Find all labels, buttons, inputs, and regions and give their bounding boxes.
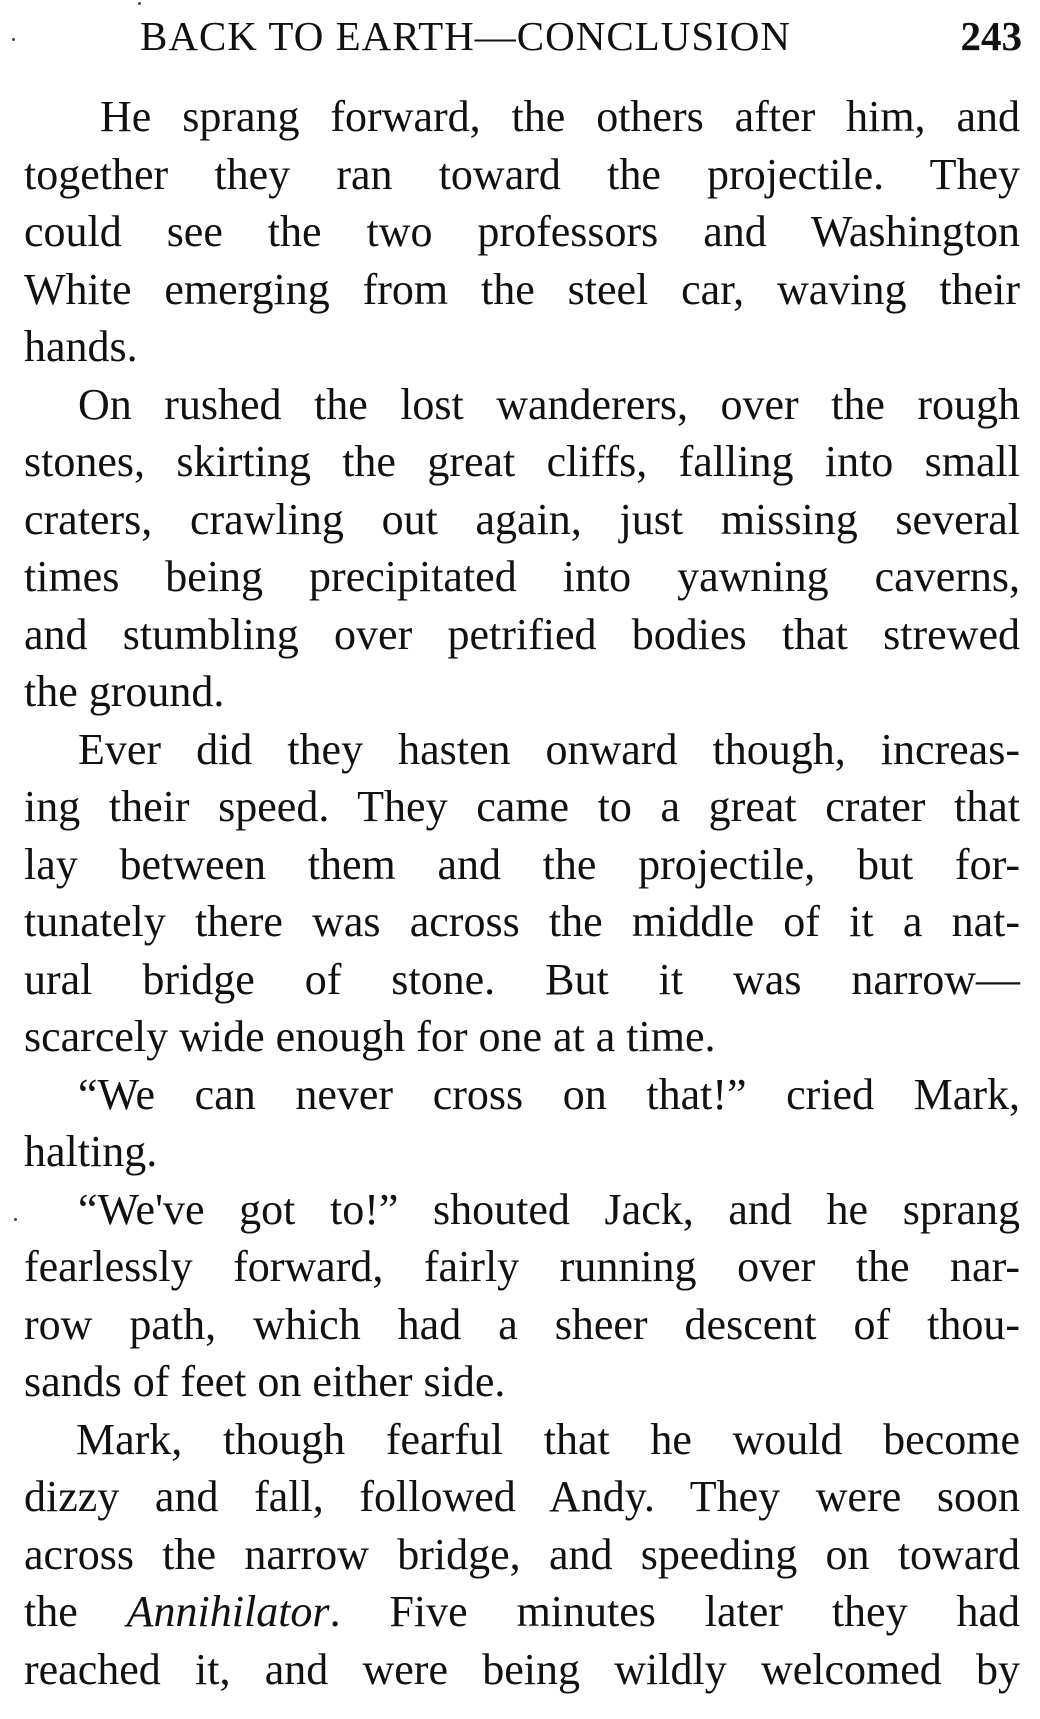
- text-line: On rushed the lost wanderers, over the rough: [78, 379, 1020, 429]
- running-title: BACK TO EARTH—CONCLUSION: [140, 13, 792, 59]
- print-speck: [12, 38, 15, 41]
- text-line: fearlessly forward, fairly running over the nar-: [24, 1242, 1020, 1291]
- print-speck: [138, 2, 141, 5]
- page-number: 243: [960, 13, 1022, 59]
- text-line: lay between them and the projectile, but for-: [24, 839, 1020, 889]
- text-line: and stumbling over petrified bodies that strewed: [24, 609, 1020, 659]
- text-line: together they ran toward the projectile. They: [24, 149, 1020, 199]
- text-line: ural bridge of stone. But it was narrow—: [24, 954, 1020, 1004]
- text-line: across the narrow bridge, and speeding on toward: [24, 1529, 1020, 1579]
- text-line-with-ship-name: [24, 1583, 1020, 1641]
- text-line: times being precipitated into yawning caverns,: [24, 552, 1020, 601]
- body-text: [24, 88, 1020, 1698]
- paragraph-4: [24, 1066, 1020, 1181]
- text-line: dizzy and fall, followed Andy. They were soon: [24, 1472, 1020, 1521]
- text-line: stones, skirting the great cliffs, falling into small: [24, 437, 1020, 486]
- text-line: ing their speed. They came to a great crater that: [24, 782, 1020, 831]
- text-line: hands.: [24, 322, 138, 371]
- line-fragment: . Five minutes later they had: [329, 1587, 1020, 1636]
- text-line: could see the two professors and Washington: [24, 207, 1020, 256]
- text-line: tunately there was across the middle of it a nat-: [24, 897, 1020, 946]
- text-line: “We've got to!” shouted Jack, and he sprang: [78, 1184, 1020, 1234]
- paragraph-1: [24, 88, 1020, 376]
- text-line: He sprang forward, the others after him, and: [100, 92, 1020, 141]
- text-line: halting.: [24, 1127, 158, 1176]
- text-line: Mark, though fearful that he would become: [76, 1414, 1020, 1464]
- text-line: row path, which had a sheer descent of thou-: [24, 1299, 1020, 1349]
- text-line: reached it, and were being wildly welcomed by: [24, 1644, 1020, 1694]
- print-speck: [14, 1218, 17, 1221]
- text-line: sands of feet on either side.: [24, 1357, 506, 1406]
- paragraph-2: [24, 376, 1020, 721]
- line-fragment: the: [24, 1587, 127, 1636]
- paragraph-5: [24, 1181, 1020, 1411]
- text-line: craters, crawling out again, just missing several: [24, 494, 1020, 544]
- paragraph-3: [24, 721, 1020, 1066]
- text-line: Ever did they hasten onward though, increas-: [78, 724, 1020, 774]
- text-line: “We can never cross on that!” cried Mark,: [78, 1069, 1020, 1119]
- text-line: White emerging from the steel car, waving their: [24, 264, 1020, 314]
- ship-name: Annihilator: [126, 1587, 330, 1636]
- text-line: the ground.: [24, 667, 225, 716]
- paragraph-6: [24, 1411, 1020, 1699]
- running-head: [140, 8, 1022, 64]
- text-line: scarcely wide enough for one at a time.: [24, 1012, 716, 1061]
